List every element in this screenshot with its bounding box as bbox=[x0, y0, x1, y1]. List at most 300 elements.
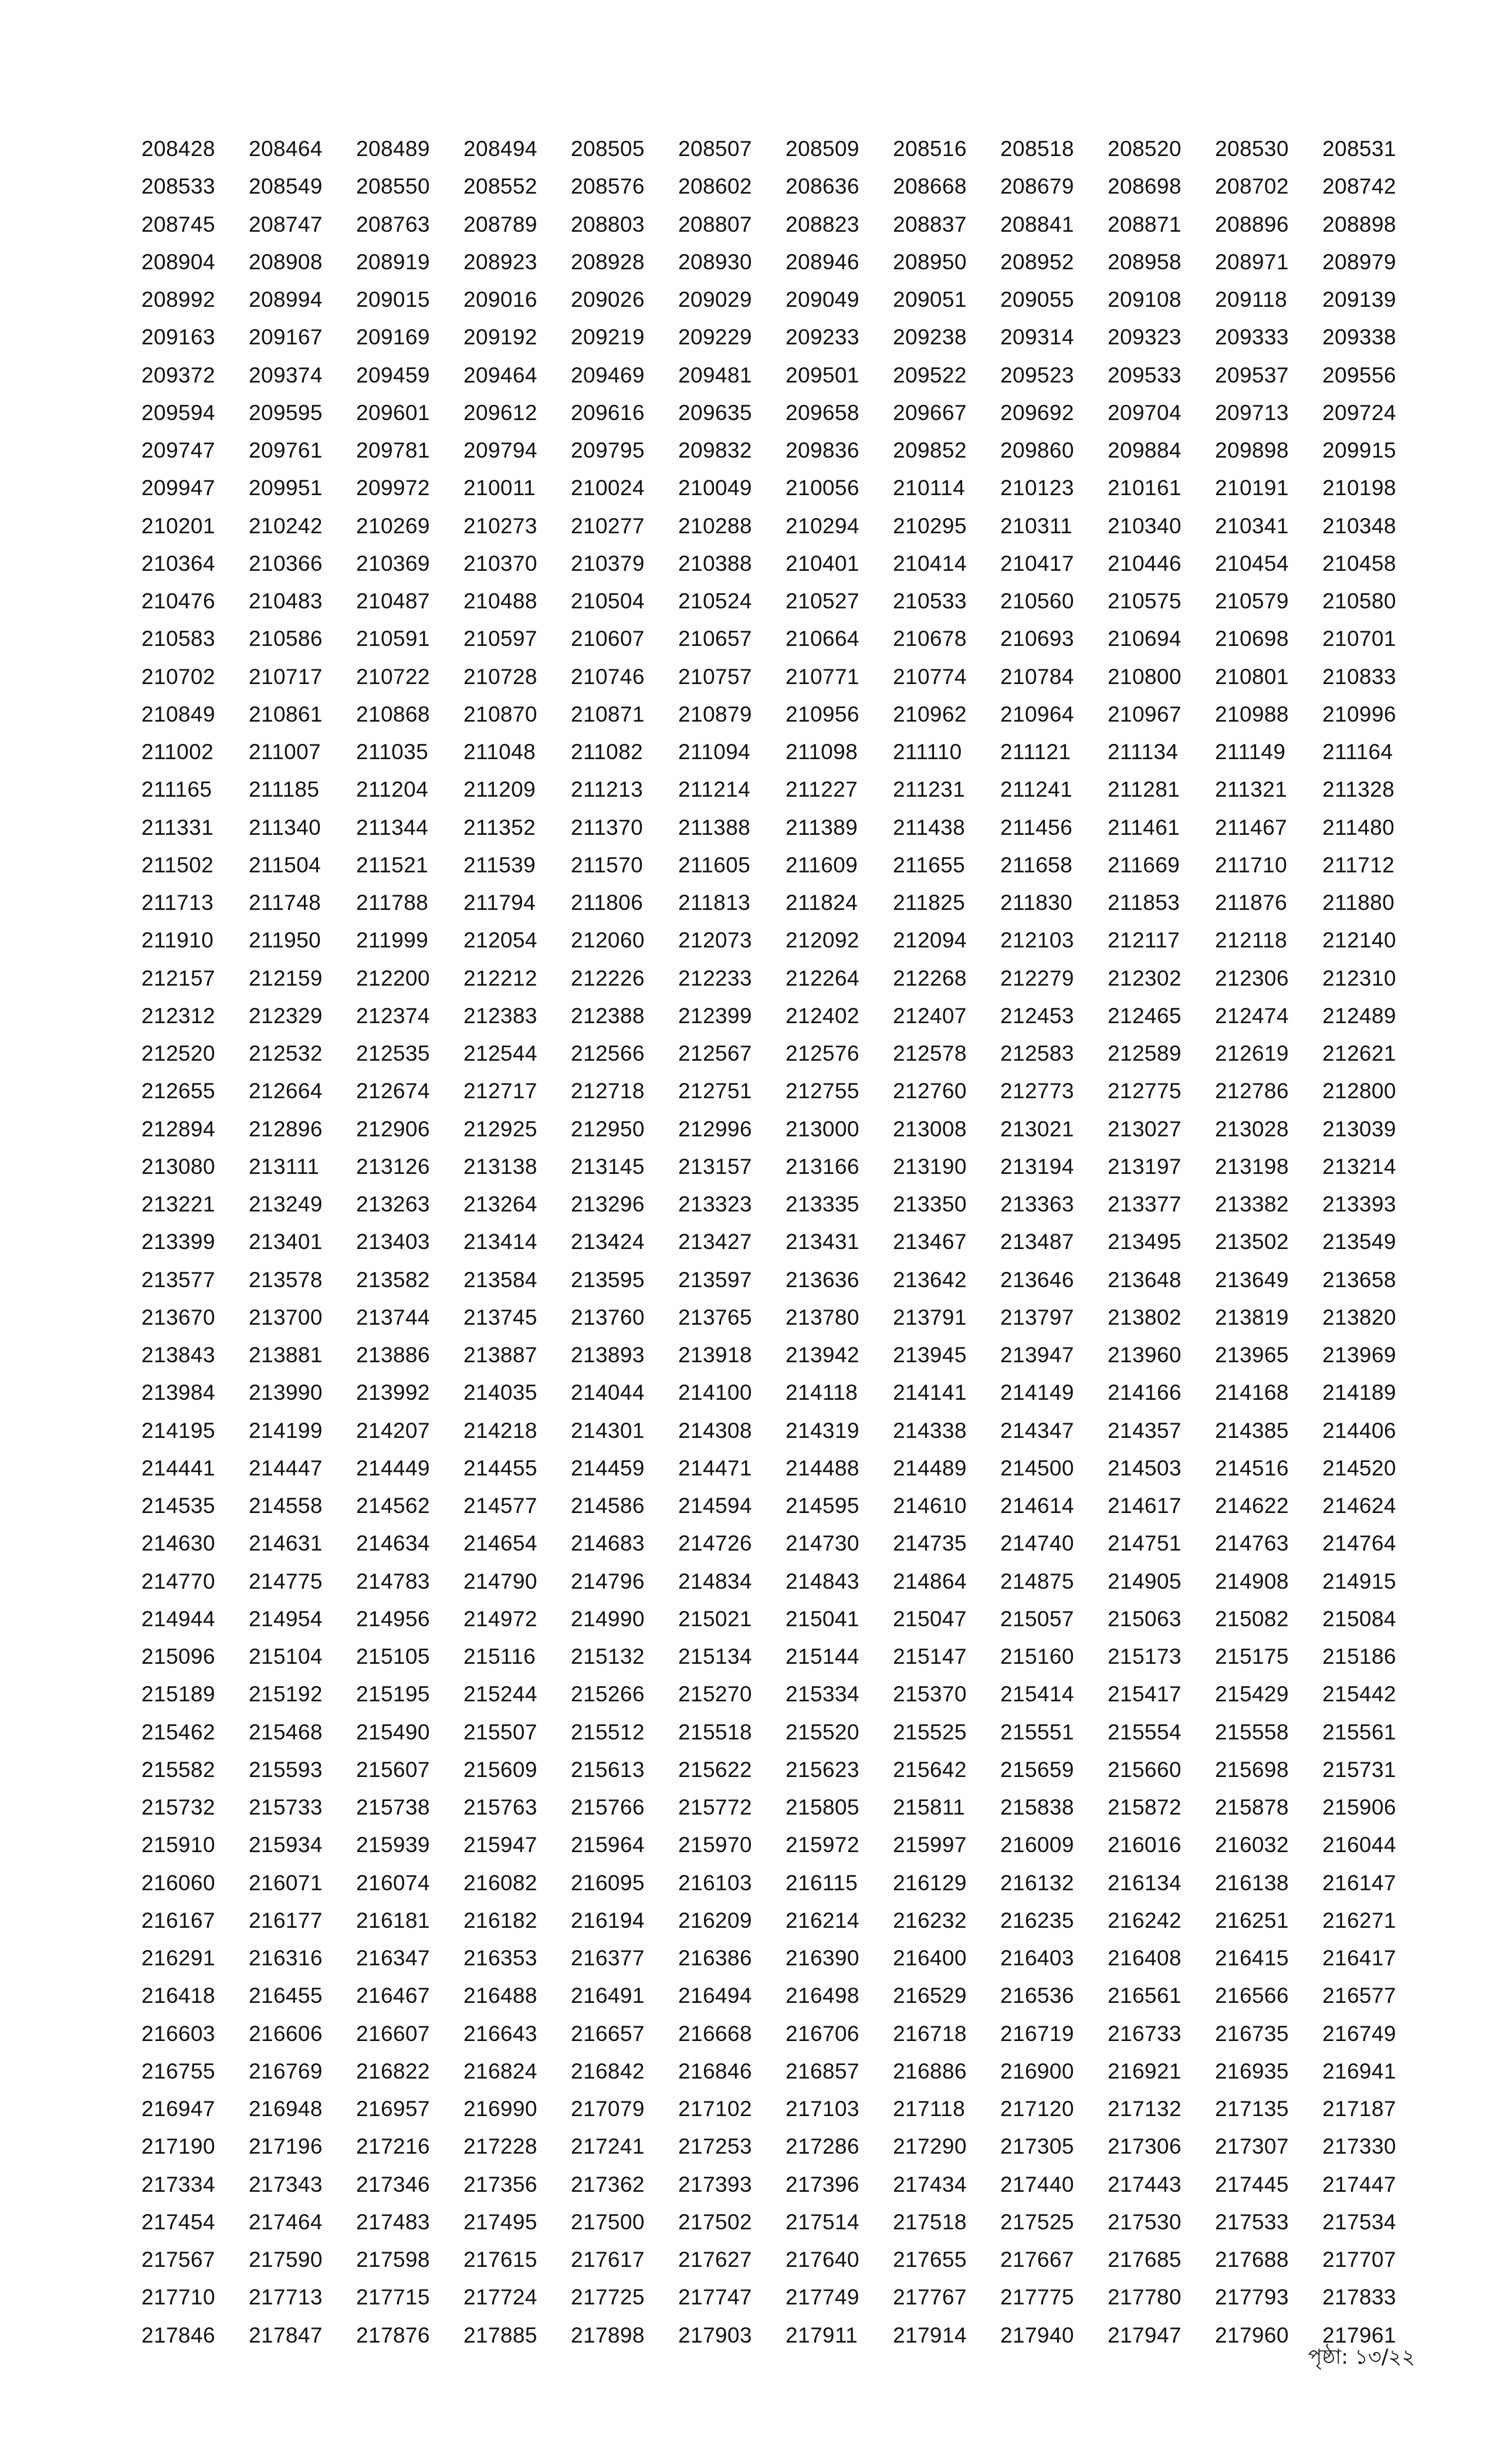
table-row bbox=[141, 130, 1430, 168]
roll-number-cell: 214764 bbox=[1322, 1531, 1396, 1556]
roll-number-cell: 211806 bbox=[571, 891, 644, 915]
table-row bbox=[141, 469, 1430, 507]
roll-number-cell: 215910 bbox=[141, 1833, 215, 1857]
roll-number-cell: 215266 bbox=[571, 1682, 645, 1707]
roll-number-cell: 217715 bbox=[356, 2285, 430, 2310]
roll-number-cell: 215160 bbox=[1000, 1644, 1074, 1668]
roll-number-cell: 210417 bbox=[1000, 551, 1074, 576]
roll-number-cell: 210198 bbox=[1322, 476, 1396, 500]
roll-number-cell: 215609 bbox=[463, 1757, 537, 1782]
roll-number-cell: 212896 bbox=[249, 1116, 323, 1141]
roll-number-cell: 212073 bbox=[678, 928, 752, 953]
table-row bbox=[141, 1072, 1430, 1110]
roll-number-cell: 210870 bbox=[463, 702, 537, 726]
roll-number-cell: 217833 bbox=[1322, 2285, 1396, 2310]
roll-number-cell: 217346 bbox=[356, 2172, 430, 2196]
roll-number-cell: 209852 bbox=[893, 438, 967, 462]
roll-number-cell: 215134 bbox=[678, 1644, 752, 1668]
roll-number-cell: 213893 bbox=[571, 1343, 645, 1367]
roll-number-cell: 215738 bbox=[356, 1795, 430, 1819]
roll-number-cell: 215116 bbox=[463, 1644, 536, 1668]
roll-number-cell: 216846 bbox=[678, 2059, 752, 2083]
roll-number-cell: 215872 bbox=[1108, 1795, 1182, 1819]
roll-number-cell: 211830 bbox=[1000, 891, 1073, 915]
roll-number-cell: 215731 bbox=[1322, 1757, 1396, 1782]
roll-number-cell: 217440 bbox=[1000, 2172, 1074, 2196]
roll-number-cell: 212054 bbox=[463, 928, 537, 953]
roll-number-cell: 209464 bbox=[463, 363, 537, 387]
roll-number-cell: 211121 bbox=[1000, 740, 1071, 764]
roll-number-cell: 211669 bbox=[1108, 852, 1180, 877]
roll-number-cell: 217685 bbox=[1108, 2248, 1182, 2272]
table-row bbox=[141, 1751, 1430, 1789]
roll-number-cell: 212383 bbox=[463, 1003, 537, 1028]
roll-number-cell: 209781 bbox=[356, 438, 430, 462]
table-row bbox=[141, 771, 1430, 808]
roll-number-cell: 208531 bbox=[1322, 137, 1396, 161]
roll-number-cell: 211521 bbox=[356, 852, 429, 877]
roll-number-cell: 211388 bbox=[678, 815, 751, 840]
roll-number-cell: 217216 bbox=[356, 2134, 430, 2159]
roll-number-cell: 215607 bbox=[356, 1757, 430, 1782]
roll-number-cell: 213039 bbox=[1322, 1116, 1396, 1141]
roll-number-cell: 208428 bbox=[141, 137, 215, 161]
roll-number-cell: 209794 bbox=[463, 438, 537, 462]
roll-number-cell: 214199 bbox=[249, 1418, 323, 1443]
roll-number-cell: 213670 bbox=[141, 1305, 215, 1329]
roll-number-cell: 209747 bbox=[141, 438, 215, 462]
roll-number-cell: 209238 bbox=[893, 325, 967, 350]
roll-number-cell: 216577 bbox=[1322, 1984, 1396, 2008]
roll-number-cell: 217334 bbox=[141, 2172, 215, 2196]
roll-number-cell: 208871 bbox=[1108, 212, 1182, 236]
roll-number-cell: 212532 bbox=[249, 1041, 323, 1065]
roll-number-cell: 210871 bbox=[571, 702, 645, 726]
roll-number-cell: 216390 bbox=[786, 1946, 859, 1970]
roll-number-cell: 217103 bbox=[786, 2097, 859, 2121]
roll-number-cell: 217241 bbox=[571, 2134, 645, 2159]
roll-number-cell: 212567 bbox=[678, 1041, 752, 1065]
roll-number-cell: 209219 bbox=[571, 325, 645, 350]
roll-number-cell: 209374 bbox=[249, 363, 323, 387]
roll-number-cell: 216377 bbox=[571, 1946, 645, 1970]
roll-number-cell: 213947 bbox=[1000, 1343, 1074, 1367]
roll-number-cell: 211609 bbox=[786, 852, 858, 877]
roll-number-cell: 212906 bbox=[356, 1116, 430, 1141]
roll-number-cell: 212535 bbox=[356, 1041, 430, 1065]
roll-number-cell: 217627 bbox=[678, 2248, 752, 2272]
roll-number-cell: 216167 bbox=[141, 1908, 215, 1932]
roll-number-cell: 215189 bbox=[141, 1682, 215, 1707]
roll-number-cell: 215462 bbox=[141, 1720, 215, 1744]
roll-number-cell: 209163 bbox=[141, 325, 215, 350]
roll-number-cell: 217640 bbox=[786, 2248, 859, 2272]
roll-number-cell: 214455 bbox=[463, 1456, 537, 1480]
roll-number-cell: 215613 bbox=[571, 1757, 645, 1782]
roll-number-cell: 216566 bbox=[1215, 1984, 1289, 2008]
roll-number-cell: 217749 bbox=[786, 2285, 859, 2310]
roll-number-cell: 212925 bbox=[463, 1116, 537, 1141]
roll-number-cell: 212489 bbox=[1322, 1003, 1396, 1028]
roll-number-cell: 216291 bbox=[141, 1946, 215, 1970]
roll-number-cell: 216316 bbox=[249, 1946, 323, 1970]
roll-number-cell: 212578 bbox=[893, 1041, 967, 1065]
roll-number-cell: 217530 bbox=[1108, 2209, 1182, 2234]
roll-number-cell: 212226 bbox=[571, 966, 645, 990]
roll-number-cell: 210693 bbox=[1000, 627, 1074, 651]
roll-number-cell: 209704 bbox=[1108, 400, 1182, 425]
roll-number-cell: 217464 bbox=[249, 2209, 323, 2234]
roll-number-cell: 214441 bbox=[141, 1456, 215, 1480]
roll-number-cell: 210191 bbox=[1215, 476, 1289, 500]
roll-number-cell: 209233 bbox=[786, 325, 859, 350]
roll-number-cell: 213942 bbox=[786, 1343, 859, 1367]
roll-number-cell: 213221 bbox=[141, 1192, 215, 1216]
roll-number-cell: 209635 bbox=[678, 400, 752, 425]
roll-number-cell: 214586 bbox=[571, 1494, 645, 1518]
roll-number-cell: 216271 bbox=[1322, 1908, 1396, 1932]
table-row bbox=[141, 545, 1430, 583]
roll-number-cell: 215490 bbox=[356, 1720, 430, 1744]
roll-number-cell: 214654 bbox=[463, 1531, 537, 1556]
table-row bbox=[141, 2090, 1430, 2128]
roll-number-cell: 213214 bbox=[1322, 1154, 1396, 1179]
roll-number-cell: 213028 bbox=[1215, 1116, 1289, 1141]
roll-number-cell: 212117 bbox=[1108, 928, 1180, 953]
roll-number-cell: 213350 bbox=[893, 1192, 967, 1216]
roll-number-cell: 209915 bbox=[1322, 438, 1396, 462]
table-row bbox=[141, 1940, 1430, 1977]
roll-number-cell: 214634 bbox=[356, 1531, 430, 1556]
roll-number-cell: 214790 bbox=[463, 1569, 537, 1593]
roll-number-cell: 211480 bbox=[1322, 815, 1395, 840]
roll-number-cell: 217590 bbox=[249, 2248, 323, 2272]
roll-number-cell: 208602 bbox=[678, 174, 752, 199]
roll-number-cell: 210340 bbox=[1108, 513, 1182, 538]
roll-number-cell: 215104 bbox=[249, 1644, 323, 1668]
roll-number-cell: 211658 bbox=[1000, 852, 1073, 877]
roll-number-cell: 212453 bbox=[1000, 1003, 1074, 1028]
roll-number-cell: 210784 bbox=[1000, 664, 1074, 689]
roll-number-cell: 215442 bbox=[1322, 1682, 1396, 1707]
roll-number-cell: 217118 bbox=[893, 2097, 966, 2121]
roll-number-cell: 213335 bbox=[786, 1192, 859, 1216]
roll-number-cell: 214207 bbox=[356, 1418, 430, 1443]
roll-number-cell: 214406 bbox=[1322, 1418, 1396, 1443]
roll-number-cell: 208841 bbox=[1000, 212, 1074, 236]
roll-number-cell: 210114 bbox=[893, 476, 966, 500]
roll-number-cell: 214471 bbox=[678, 1456, 752, 1480]
roll-number-cell: 213264 bbox=[463, 1192, 537, 1216]
roll-number-cell: 210579 bbox=[1215, 589, 1289, 613]
roll-number-cell: 209469 bbox=[571, 363, 645, 387]
roll-number-cell: 214770 bbox=[141, 1569, 215, 1593]
roll-number-cell: 217343 bbox=[249, 2172, 323, 2196]
roll-number-cell: 208958 bbox=[1108, 249, 1182, 274]
roll-number-cell: 217767 bbox=[893, 2285, 967, 2310]
roll-number-cell: 210607 bbox=[571, 627, 645, 651]
roll-number-cell: 214168 bbox=[1215, 1380, 1289, 1405]
roll-number-cell: 216060 bbox=[141, 1870, 215, 1895]
roll-number-cell: 215057 bbox=[1000, 1606, 1074, 1631]
roll-number-cell: 212399 bbox=[678, 1003, 752, 1028]
roll-number-cell: 216769 bbox=[249, 2059, 323, 2083]
roll-number-cell: 214118 bbox=[786, 1380, 858, 1405]
roll-number-cell: 216857 bbox=[786, 2059, 859, 2083]
roll-number-cell: 210868 bbox=[356, 702, 430, 726]
roll-number-cell: 210446 bbox=[1108, 551, 1182, 576]
roll-number-cell: 212760 bbox=[893, 1079, 967, 1104]
roll-number-cell: 211502 bbox=[141, 852, 214, 877]
roll-number-cell: 210483 bbox=[249, 589, 323, 613]
roll-number-cell: 215997 bbox=[893, 1833, 967, 1857]
roll-number-cell: 210771 bbox=[786, 664, 859, 689]
roll-number-cell: 214630 bbox=[141, 1531, 215, 1556]
roll-number-cell: 213399 bbox=[141, 1230, 215, 1254]
roll-number-cell: 213424 bbox=[571, 1230, 645, 1254]
roll-number-cell: 208549 bbox=[249, 174, 323, 199]
roll-number-cell: 213969 bbox=[1322, 1343, 1396, 1367]
roll-number-cell: 214459 bbox=[571, 1456, 645, 1480]
roll-number-cell: 214195 bbox=[141, 1418, 215, 1443]
roll-number-cell: 210414 bbox=[893, 551, 967, 576]
roll-number-cell: 208763 bbox=[356, 212, 430, 236]
roll-number-cell: 213008 bbox=[893, 1116, 967, 1141]
roll-number-cell: 209884 bbox=[1108, 438, 1182, 462]
roll-number-cell: 216718 bbox=[893, 2021, 967, 2046]
roll-number-cell: 217655 bbox=[893, 2248, 967, 2272]
roll-number-cell: 216491 bbox=[571, 1984, 645, 2008]
roll-number-cell: 213427 bbox=[678, 1230, 752, 1254]
roll-number-cell: 210379 bbox=[571, 551, 645, 576]
roll-number-cell: 214864 bbox=[893, 1569, 967, 1593]
roll-number-cell: 217454 bbox=[141, 2209, 215, 2234]
roll-number-cell: 215582 bbox=[141, 1757, 215, 1782]
roll-number-cell: 216134 bbox=[1108, 1870, 1182, 1895]
roll-number-cell: 210201 bbox=[141, 513, 215, 538]
roll-number-cell: 215147 bbox=[893, 1644, 967, 1668]
roll-number-cell: 209898 bbox=[1215, 438, 1289, 462]
roll-number-cell: 213249 bbox=[249, 1192, 323, 1216]
roll-number-cell: 214520 bbox=[1322, 1456, 1396, 1480]
roll-number-cell: 208923 bbox=[463, 249, 537, 274]
roll-number-cell: 211007 bbox=[249, 740, 321, 764]
roll-number-cell: 213887 bbox=[463, 1343, 537, 1367]
roll-number-cell: 214385 bbox=[1215, 1418, 1289, 1443]
roll-number-cell: 216824 bbox=[463, 2059, 537, 2083]
roll-number-cell: 211461 bbox=[1108, 815, 1180, 840]
roll-number-cell: 210996 bbox=[1322, 702, 1396, 726]
roll-number-cell: 213984 bbox=[141, 1380, 215, 1405]
roll-number-cell: 215105 bbox=[356, 1644, 430, 1668]
table-row bbox=[141, 1186, 1430, 1223]
table-row bbox=[141, 1374, 1430, 1412]
roll-number-cell: 209314 bbox=[1000, 325, 1074, 350]
roll-number-cell: 216900 bbox=[1000, 2059, 1074, 2083]
roll-number-cell: 214624 bbox=[1322, 1494, 1396, 1518]
roll-number-cell: 210583 bbox=[141, 627, 215, 651]
roll-number-cell: 211204 bbox=[356, 777, 429, 802]
roll-number-cell: 212718 bbox=[571, 1079, 645, 1104]
roll-number-cell: 213198 bbox=[1215, 1154, 1289, 1179]
roll-number-cell: 213502 bbox=[1215, 1230, 1289, 1254]
roll-number-cell: 216214 bbox=[786, 1908, 859, 1932]
roll-number-cell: 216408 bbox=[1108, 1946, 1182, 1970]
roll-number-cell: 209372 bbox=[141, 363, 215, 387]
roll-number-cell: 208516 bbox=[893, 137, 967, 161]
roll-number-cell: 209016 bbox=[463, 287, 537, 312]
table-row bbox=[141, 1299, 1430, 1336]
roll-number-cell: 216182 bbox=[463, 1908, 537, 1932]
roll-number-cell: 210242 bbox=[249, 513, 323, 538]
roll-number-cell: 212279 bbox=[1000, 966, 1074, 990]
roll-number-cell: 208533 bbox=[141, 174, 215, 199]
roll-number-cell: 215512 bbox=[571, 1720, 645, 1744]
roll-number-cell: 216417 bbox=[1322, 1946, 1396, 1970]
roll-number-cell: 215906 bbox=[1322, 1795, 1396, 1819]
roll-number-cell: 210801 bbox=[1215, 664, 1289, 689]
roll-number-cell: 215084 bbox=[1322, 1606, 1396, 1631]
roll-number-cell: 212566 bbox=[571, 1041, 645, 1065]
roll-number-cell: 211281 bbox=[1108, 777, 1180, 802]
roll-number-cell: 216755 bbox=[141, 2059, 215, 2083]
roll-number-cell: 210123 bbox=[1000, 476, 1074, 500]
roll-number-cell: 214189 bbox=[1322, 1380, 1396, 1405]
roll-number-cell: 216529 bbox=[893, 1984, 967, 2008]
roll-number-cell: 216353 bbox=[463, 1946, 537, 1970]
roll-number-cell: 210701 bbox=[1322, 627, 1396, 651]
roll-number-cell: 214595 bbox=[786, 1494, 859, 1518]
roll-number-cell: 211813 bbox=[678, 891, 751, 915]
table-row bbox=[141, 922, 1430, 959]
table-row bbox=[141, 394, 1430, 432]
roll-number-cell: 210833 bbox=[1322, 664, 1396, 689]
roll-number-cell: 212407 bbox=[893, 1003, 967, 1028]
roll-number-cell: 213000 bbox=[786, 1116, 859, 1141]
roll-number-cell: 215558 bbox=[1215, 1720, 1289, 1744]
roll-number-cell: 216209 bbox=[678, 1908, 752, 1932]
table-row bbox=[141, 2166, 1430, 2204]
roll-number-cell: 209051 bbox=[893, 287, 967, 312]
roll-number-cell: 215838 bbox=[1000, 1795, 1074, 1819]
roll-number-cell: 209323 bbox=[1108, 325, 1182, 350]
roll-number-cell: 211185 bbox=[249, 777, 320, 802]
roll-number-cell: 217713 bbox=[249, 2285, 323, 2310]
roll-number-cell: 210348 bbox=[1322, 513, 1396, 538]
roll-number-cell: 213918 bbox=[678, 1343, 752, 1367]
roll-number-cell: 217793 bbox=[1215, 2285, 1289, 2310]
roll-number-cell: 215622 bbox=[678, 1757, 752, 1782]
roll-number-cell: 215518 bbox=[678, 1720, 752, 1744]
roll-number-cell: 210049 bbox=[678, 476, 752, 500]
roll-number-cell: 210757 bbox=[678, 664, 752, 689]
roll-number-cell: 214338 bbox=[893, 1418, 967, 1443]
roll-number-cell: 210597 bbox=[463, 627, 537, 651]
roll-number-cell: 211712 bbox=[1322, 852, 1395, 877]
roll-number-cell: 209169 bbox=[356, 325, 430, 350]
roll-number-cell: 214735 bbox=[893, 1531, 967, 1556]
table-row bbox=[141, 1789, 1430, 1826]
roll-number-cell: 209795 bbox=[571, 438, 645, 462]
roll-number-cell: 217911 bbox=[786, 2323, 858, 2347]
roll-number-cell: 215096 bbox=[141, 1644, 215, 1668]
table-row bbox=[141, 620, 1430, 658]
roll-number-cell: 208550 bbox=[356, 174, 430, 199]
roll-number-cell: 212103 bbox=[1000, 928, 1074, 953]
roll-number-cell: 214100 bbox=[678, 1380, 752, 1405]
roll-number-table bbox=[141, 130, 1430, 2354]
roll-number-cell: 216467 bbox=[356, 1984, 430, 2008]
roll-number-cell: 208928 bbox=[571, 249, 645, 274]
roll-number-cell: 213945 bbox=[893, 1343, 967, 1367]
roll-number-cell: 214617 bbox=[1108, 1494, 1182, 1518]
roll-number-cell: 216668 bbox=[678, 2021, 752, 2046]
roll-number-cell: 213190 bbox=[893, 1154, 967, 1179]
roll-number-cell: 210678 bbox=[893, 627, 967, 651]
roll-number-cell: 217120 bbox=[1000, 2097, 1074, 2121]
roll-number-cell: 208505 bbox=[571, 137, 645, 161]
roll-number-cell: 215132 bbox=[571, 1644, 645, 1668]
roll-number-cell: 216418 bbox=[141, 1984, 215, 2008]
roll-number-cell: 209333 bbox=[1215, 325, 1289, 350]
roll-number-cell: 211504 bbox=[249, 852, 321, 877]
roll-number-cell: 210401 bbox=[786, 551, 859, 576]
roll-number-cell: 216603 bbox=[141, 2021, 215, 2046]
roll-number-cell: 209026 bbox=[571, 287, 645, 312]
roll-number-cell: 217445 bbox=[1215, 2172, 1289, 2196]
roll-number-cell: 216749 bbox=[1322, 2021, 1396, 2046]
roll-number-cell: 211389 bbox=[786, 815, 858, 840]
roll-number-cell: 214908 bbox=[1215, 1569, 1289, 1593]
roll-number-cell: 215964 bbox=[571, 1833, 645, 1857]
roll-number-cell: 214956 bbox=[356, 1606, 430, 1631]
roll-number-cell: 210369 bbox=[356, 551, 430, 576]
roll-number-cell: 216044 bbox=[1322, 1833, 1396, 1857]
roll-number-cell: 212140 bbox=[1322, 928, 1396, 953]
roll-number-cell: 214044 bbox=[571, 1380, 645, 1405]
roll-number-cell: 209481 bbox=[678, 363, 752, 387]
roll-number-cell: 217724 bbox=[463, 2285, 537, 2310]
roll-number-cell: 211710 bbox=[1215, 852, 1288, 877]
roll-number-cell: 213377 bbox=[1108, 1192, 1182, 1216]
table-row bbox=[141, 997, 1430, 1035]
roll-number-cell: 217940 bbox=[1000, 2323, 1074, 2347]
roll-number-cell: 215195 bbox=[356, 1682, 430, 1707]
roll-number-cell: 212092 bbox=[786, 928, 859, 953]
roll-number-cell: 217079 bbox=[571, 2097, 645, 2121]
roll-number-cell: 211605 bbox=[678, 852, 751, 877]
roll-number-cell: 215660 bbox=[1108, 1757, 1182, 1782]
roll-number-cell: 210575 bbox=[1108, 589, 1182, 613]
roll-number-cell: 208904 bbox=[141, 249, 215, 274]
roll-number-cell: 212751 bbox=[678, 1079, 752, 1104]
roll-number-cell: 216138 bbox=[1215, 1870, 1289, 1895]
roll-number-cell: 213197 bbox=[1108, 1154, 1182, 1179]
roll-number-cell: 217135 bbox=[1215, 2097, 1289, 2121]
roll-number-cell: 213080 bbox=[141, 1154, 215, 1179]
roll-number-cell: 211999 bbox=[356, 928, 429, 953]
roll-number-cell: 210011 bbox=[463, 476, 536, 500]
roll-number-cell: 217187 bbox=[1322, 2097, 1396, 2121]
roll-number-cell: 213658 bbox=[1322, 1267, 1396, 1292]
roll-number-cell: 215811 bbox=[893, 1795, 966, 1819]
roll-number-cell: 212674 bbox=[356, 1079, 430, 1104]
table-row bbox=[141, 2128, 1430, 2165]
roll-number-cell: 211713 bbox=[141, 891, 214, 915]
roll-number-cell: 214726 bbox=[678, 1531, 752, 1556]
roll-number-cell: 216947 bbox=[141, 2097, 215, 2121]
roll-number-cell: 208745 bbox=[141, 212, 215, 236]
